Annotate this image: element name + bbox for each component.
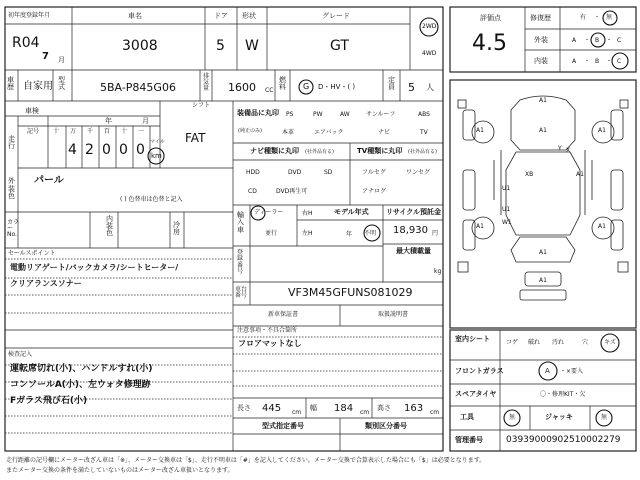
sales-point-line2: クリアランスソナー (10, 279, 82, 288)
shift-label: シフト (192, 102, 211, 109)
car-name-label: 車名 (128, 12, 142, 20)
equip-sunroof: サンルーフ (366, 111, 396, 118)
width-cm: cm (360, 409, 370, 416)
height-cm: cm (430, 409, 440, 416)
diagram-mark: A1 (476, 127, 484, 134)
navi-sub: (社外品有る) (305, 149, 334, 155)
exterior-value: パール (34, 175, 64, 186)
hand-circles (148, 11, 628, 426)
length-cm: cm (292, 409, 302, 416)
jack-value: 無 (601, 414, 608, 421)
model-year-label: モデル年式 (334, 208, 369, 216)
footer-line1: 走行距離の記号欄にメーター改ざん車は「※」、メーター交換車は「$」、走行不明車は「#」を記入してください。メーター交換で合算表示した場合にも「$」は必要となります。 (6, 457, 486, 464)
length-value: 445 (262, 403, 282, 414)
model-label: 型式 (58, 76, 65, 91)
fuel-g: G (303, 82, 310, 91)
height-label: 高さ (377, 404, 391, 412)
seat-tear: 破れ (528, 339, 541, 346)
seat-hole: 穴 (582, 339, 589, 346)
exterior-grade-a: A (572, 37, 577, 44)
tools-value: 無 (509, 414, 516, 421)
capacity-unit: 人 (426, 83, 434, 92)
chassis-label: 車台番号 (235, 286, 248, 300)
diagram-mark: A1 (539, 277, 547, 284)
mile-label: マイル (150, 139, 165, 145)
interior-grade-label: 内装 (534, 57, 548, 65)
digit-label-4: 十 (121, 128, 128, 135)
equip-airbag: エアバック (314, 129, 344, 136)
exterior-grade-b: B (595, 37, 600, 44)
recycle-label: リサイクル預託金 (386, 208, 442, 216)
navi-label: ナビ種類に丸印 (250, 147, 299, 155)
diagram-mark: U1 (502, 206, 511, 213)
inspector-label: 検査記入 (8, 351, 33, 358)
front-glass-label: フロントガラス (455, 367, 504, 375)
model-year-unit: 年 (346, 231, 353, 238)
repair-dot: ・ (594, 14, 601, 21)
tv-fullseg: フルセグ (362, 169, 386, 176)
tv-label: TV種類に丸印 (357, 147, 403, 155)
repair-no: 無 (606, 14, 613, 21)
equip-abs: ABS (418, 111, 430, 118)
inspection-month-unit: 月 (142, 117, 149, 125)
fuel-options: D・HV・( ) (318, 83, 356, 91)
footer-line2: またメーター交換の条件を満たしていないものはメーター改ざん車扱いとなります。 (6, 467, 234, 474)
equip-leather: 本革 (282, 129, 295, 136)
shift-value: FAT (185, 131, 206, 145)
interior-grade-b: B (595, 58, 600, 65)
diagram-mark: Y (558, 145, 562, 152)
equipment-label: 装備品に丸印 (237, 109, 279, 117)
digit-4: 0 (119, 142, 128, 158)
cold-label: 冷房 (173, 221, 180, 236)
month-unit: 月 (58, 56, 65, 64)
score-value: 4.5 (472, 31, 507, 56)
max-load-label: 最大積載量 (396, 247, 431, 255)
vehicle-value: 自家用 (23, 81, 53, 92)
travel-label: 走行 (8, 135, 15, 150)
fuel-label: 燃料 (279, 76, 286, 91)
diagram-mark: A1 (476, 223, 484, 230)
doors-value: 5 (216, 38, 225, 54)
new-warranty-label: 新車保証書 (268, 311, 299, 318)
interior-grade-c: C (617, 58, 622, 65)
recycle-yen: 円 (432, 230, 439, 237)
manual-label: 取扱説明書 (378, 311, 409, 318)
digit-1: 4 (68, 142, 77, 158)
equip-navi: ナビ (378, 129, 391, 136)
spare-options: 〇・修理KIT・欠 (540, 391, 586, 398)
grade-label: グレード (322, 12, 350, 20)
management-value: 03939000902510002279 (506, 435, 621, 445)
displacement-value: 1600 (228, 81, 256, 94)
management-label: 管理番号 (455, 436, 483, 444)
inspection-label: 車検 (25, 107, 39, 115)
tools-label: 工具 (460, 413, 474, 421)
diagram-mark: A1 (539, 127, 547, 134)
seat-burn: コゲ (506, 339, 519, 346)
model-year-unknown: 不明 (364, 230, 377, 237)
digit-3: 0 (102, 142, 111, 158)
digit-label-3: 百 (104, 128, 111, 135)
cc-unit: CC (265, 87, 274, 94)
seat-scratch: キズ (604, 339, 616, 346)
equip-tv: TV (420, 129, 428, 136)
equip-aw: AW (340, 111, 350, 118)
repair-yes: 有 (580, 14, 587, 21)
equipment-sublabel: (純正のみ) (238, 128, 262, 134)
front-glass-x: ・×要入 (560, 368, 584, 375)
spare-label: スペアタイヤ (455, 390, 497, 398)
tv-sub: (社外品有る) (408, 149, 437, 155)
class-number-label: 類別区分番号 (365, 422, 407, 430)
interior-grade-dot1: ・ (584, 58, 591, 65)
grade-value: GT (330, 38, 349, 54)
inspector-line2: コンソールA(小)、左ウォタ修理跡 (10, 380, 151, 390)
interior-grade-dot2: ・ (606, 58, 613, 65)
digit-label-0: 十 (53, 128, 60, 135)
recycle-value: 18,930 (393, 225, 428, 236)
first-registration-month: 7 (42, 51, 49, 62)
interior-grade-a: A (572, 58, 577, 65)
diagram-mark: U1 (502, 185, 511, 192)
car-name-value: 3008 (122, 38, 158, 54)
drive-4wd: 4WD (422, 50, 437, 57)
length-label: 長さ (237, 404, 251, 412)
import-left-handle: 左H (302, 230, 313, 237)
digit-label-2: 千 (87, 128, 94, 135)
exterior-note: ( ) 色替車は色替と記入 (120, 196, 183, 203)
navi-hdd: HDD (246, 169, 260, 176)
navi-cd: CD (248, 188, 257, 195)
import-parallel: 並行 (265, 230, 278, 237)
type-designation-label: 型式指定番号 (262, 422, 304, 430)
repair-label: 修復歴 (530, 14, 551, 22)
exterior-label: 外装色 (8, 177, 15, 201)
digit-5: 0 (136, 142, 145, 158)
doors-label: ドア (214, 12, 228, 20)
diagram-mark: A1 (598, 127, 606, 134)
import-right-handle: 右H (302, 210, 313, 217)
import-label: 輸入車 (237, 211, 244, 234)
jack-label: ジャッキ (545, 413, 573, 421)
capacity-value: 5 (408, 81, 415, 94)
km-label: km (151, 152, 162, 160)
diagram-mark: A1 (598, 223, 606, 230)
chassis-value: VF3M45GFUNS081029 (288, 286, 413, 299)
first-registration-label: 初年度登録年月 (8, 12, 51, 19)
tv-analog: アナログ (362, 188, 387, 195)
shape-label: 形状 (242, 12, 256, 20)
shape-value: W (245, 38, 259, 54)
diagram-mark: A1 (539, 97, 547, 104)
model-value: 5BA-P845G06 (100, 81, 176, 94)
first-registration-year: R04 (12, 35, 40, 51)
navi-sd: SD (324, 169, 333, 176)
exterior-grade-dot2: ・ (606, 37, 613, 44)
drive-2wd: 2WD (422, 23, 437, 30)
max-load-kg: kg (434, 268, 442, 275)
tv-oneseg: ワンセグ (406, 169, 431, 176)
sales-point-line1: 電動リアゲート/バックカメラ/シートヒーター/ (10, 263, 179, 272)
height-value: 163 (404, 403, 424, 414)
caution-line1: フロアマットなし (238, 339, 302, 348)
width-value: 184 (334, 403, 354, 414)
diagram-mark: A1 (576, 171, 584, 178)
width-label: 幅 (310, 404, 317, 412)
diagram-mark: XB (525, 171, 534, 178)
vehicle-label: 車歴 (7, 76, 14, 91)
inspector-line3: Fガラス飛び石(小) (10, 396, 88, 406)
exterior-grade-dot1: ・ (584, 37, 591, 44)
diagram-mark: W1 (502, 219, 512, 226)
equip-pw: PW (313, 111, 323, 118)
displacement-label: 排気量 (203, 73, 210, 92)
color-number-label: カラーNo. (7, 219, 20, 238)
inspection-year-unit: 年 (105, 117, 112, 125)
navi-dvd-playback: DVD再生可 (276, 188, 308, 195)
registration-label: 登録番号 (237, 249, 244, 275)
digit-2: 2 (85, 142, 94, 158)
inspector-line1: 運転席切れ(小)、ハンドルすれ(小) (10, 364, 153, 374)
sales-point-label: セールスポイント (8, 250, 56, 257)
interior-color-label: 内装色 (106, 215, 113, 237)
equip-ps: PS (286, 111, 294, 118)
caution-label: 注意事項・不具合箇所 (237, 327, 298, 334)
score-label: 評価点 (480, 14, 501, 22)
exterior-grade-c: C (617, 37, 622, 44)
diagram-mark: A1 (539, 249, 547, 256)
front-glass-a: A (545, 367, 550, 375)
diagram-mark: X (566, 147, 571, 154)
import-dealer: ディーラー (254, 209, 284, 216)
navi-dvd: DVD (288, 169, 302, 176)
record-label: 記号 (27, 128, 40, 135)
interior-seat-label: 室内シート (455, 335, 490, 343)
digit-label-5: 一 (138, 128, 145, 135)
capacity-label: 定員 (388, 76, 395, 91)
digit-label-1: 万 (70, 128, 77, 135)
exterior-grade-label: 外装 (534, 36, 548, 44)
seat-stain: 汚れ (552, 339, 565, 346)
